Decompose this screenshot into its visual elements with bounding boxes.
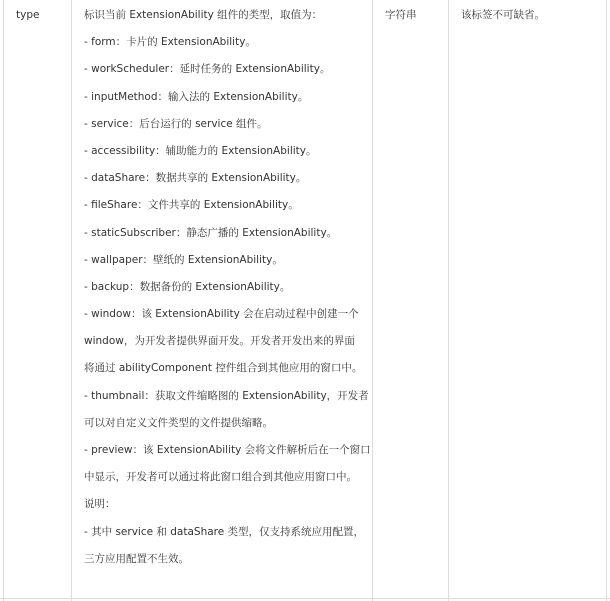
description-line: - window：该 ExtensionAbility 会在启动过程中创建一个	[84, 308, 359, 321]
description-line: - preview：该 ExtensionAbility 会将文件解析后在一个窗口	[84, 444, 371, 456]
description-line: - workScheduler：延时任务的 ExtensionAbility。	[84, 63, 331, 76]
description-line: 三方应用配置不生效。	[84, 552, 189, 565]
description-line: - inputMethod：输入法的 ExtensionAbility。	[84, 90, 309, 103]
row-divider-bottom	[0, 598, 610, 599]
description-line: - wallpaper：壁纸的 ExtensionAbility。	[84, 253, 283, 266]
attribute-description-cell	[84, 2, 374, 573]
description-line: - backup：数据备份的 ExtensionAbility。	[84, 280, 291, 293]
description-line: - dataShare：数据共享的 ExtensionAbility。	[84, 172, 307, 185]
description-line: - form：卡片的 ExtensionAbility。	[84, 36, 256, 49]
description-line: 可以对自定义文件类型的文件提供缩略。	[84, 416, 273, 429]
description-line: 说明：	[84, 498, 116, 511]
description-line: 将通过 abilityComponent 控件组合到其他应用的窗口中。	[84, 362, 363, 375]
required-note-cell: 该标签不可缺省。	[461, 9, 545, 21]
column-divider-3	[448, 0, 449, 601]
attribute-name-cell: type	[16, 9, 40, 21]
table-border-left	[3, 0, 4, 601]
column-divider-1	[71, 0, 72, 601]
description-line: 标识当前 ExtensionAbility 组件的类型，取值为：	[84, 9, 323, 21]
description-line: 中显示，开发者可以通过将此窗口组合到其他应用窗口中。	[84, 471, 357, 484]
description-line: window，为开发者提供界面开发。开发者开发出来的界面	[84, 335, 355, 348]
description-line: - thumbnail：获取文件缩略图的 ExtensionAbility，开发者	[84, 389, 369, 402]
table-border-right	[606, 0, 607, 601]
description-line: - service：后台运行的 service 组件。	[84, 117, 268, 130]
description-line: - staticSubscriber：静态广播的 ExtensionAbility。	[84, 226, 338, 239]
data-type-cell: 字符串	[385, 9, 417, 21]
description-line: - accessibility：辅助能力的 ExtensionAbility。	[84, 144, 317, 157]
description-line: - 其中 service 和 dataShare 类型，仅支持系统应用配置，	[84, 525, 365, 538]
description-line: - fileShare：文件共享的 ExtensionAbility。	[84, 199, 299, 212]
